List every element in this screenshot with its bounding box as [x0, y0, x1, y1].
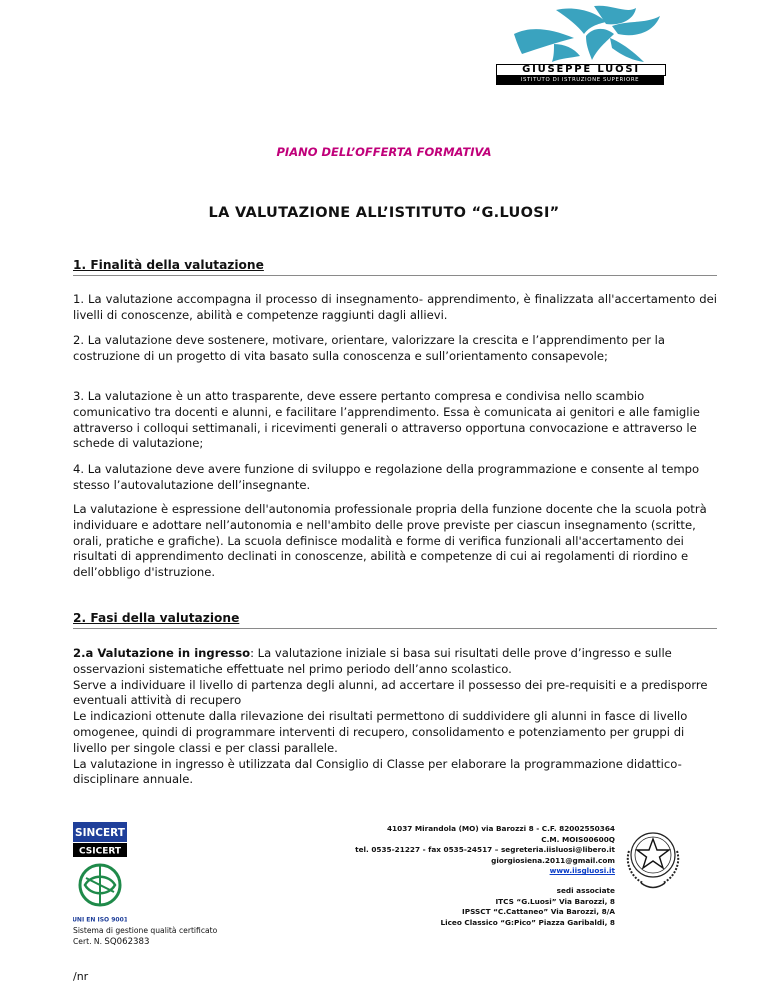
- school-code: C.M. MOIS00600Q: [541, 834, 615, 844]
- document-initials: /nr: [73, 970, 89, 983]
- page-title: LA VALUTAZIONE ALL’ISTITUTO “G.LUOSI”: [208, 205, 560, 221]
- section-2a-line-2: Serve a individuare il livello di partenza degli alunni, ad accertare il possesso dei pre-requisiti e a predisporre eventuali attività di recupero: [73, 677, 708, 708]
- phone-fax-line: tel. 0535-21227 - fax 0535-24517 – segreteria.iisluosi@libero.it: [355, 845, 615, 855]
- site-2: IPSSCT “C.Cattaneo” Via Barozzi, 8/A: [462, 907, 615, 917]
- address-line: 41037 Mirandola (MO) via Barozzi 8 - C.F. 82002550364: [386, 824, 615, 833]
- email-line: giorgiosiena.2011@gmail.com: [491, 855, 615, 865]
- site-1: ITCS “G.Luosi” Via Barozzi, 8: [495, 896, 615, 906]
- section-2a-line-4: La valutazione in ingresso è utilizzata dal Consiglio di Classe per elaborare la programmazione didattico-disciplinare annuale.: [73, 756, 682, 787]
- republic-emblem: [621, 825, 685, 891]
- certification-logo: [73, 822, 127, 924]
- section-2a-line-1: : La valutazione iniziale si basa sui risultati delle prove d’ingresso e sulle osservazioni sistematiche effettuate nel primo periodo dell’anno scolastico.: [73, 646, 672, 676]
- institute-logo: [494, 4, 664, 86]
- section-2a-text: [73, 646, 717, 788]
- cert-iso-label: UNI EN ISO 9001: [73, 916, 127, 924]
- section-1-paragraph-4: 4. La valutazione deve avere funzione di sviluppo e regolazione della programmazione e consente al tempo stesso l’autovalutazione dell’insegnante.: [73, 462, 700, 492]
- document-kicker: PIANO DELL’OFFERTA FORMATIVA: [276, 145, 492, 159]
- associated-sites-block: [440, 886, 615, 928]
- logo-name: GIUSEPPE LUOSI: [496, 64, 666, 76]
- website-link[interactable]: www.iisgluosi.it: [549, 866, 615, 876]
- sites-title: sedi associate: [556, 886, 615, 895]
- star-emblem-icon: [621, 825, 685, 891]
- section-2a-line-3: Le indicazioni ottenute dalla rilevazione dei risultati permettono di suddividere gli alunni in fasce di livello omogenee, quindi di programmare interventi di recupero, consolidamento e potenziamento per gruppi di livello per singole classi e per classi parallele.: [73, 709, 688, 755]
- certification-caption: [73, 925, 217, 948]
- section-1-heading: 1. Finalità della valutazione: [73, 258, 717, 276]
- section-1-paragraph-2: 2. La valutazione deve sostenere, motivare, orientare, valorizzare la crescita e l’apprendimento per la costruzione di un progetto di vita basato sulla conoscenza e sull’orientamento consapevole;: [73, 333, 665, 363]
- certification-badge-icon: [73, 822, 127, 924]
- section-2-heading: 2. Fasi della valutazione: [73, 611, 717, 629]
- cert-caption-text: Sistema di gestione qualità certificato: [73, 926, 218, 935]
- section-1-paragraph-1: 1. La valutazione accompagna il processo di insegnamento- apprendimento, è finalizzata all'accertamento dei livelli di conoscenze, abilità e competenze raggiunti dagli allievi.: [73, 292, 717, 322]
- logo-subtitle: ISTITUTO DI ISTRUZIONE SUPERIORE: [496, 76, 664, 85]
- logo-figure-icon: [494, 4, 664, 66]
- cert-number: SQ062383: [104, 937, 150, 947]
- section-2a-label: 2.a Valutazione in ingresso: [73, 646, 251, 660]
- cert-number-label: Cert. N.: [73, 937, 102, 946]
- address-block: [355, 824, 615, 877]
- site-3: Liceo Classico “G:Pico” Piazza Garibaldi, 8: [440, 917, 615, 927]
- cert-top-label: SINCERT: [75, 827, 125, 839]
- cert-mid-label: CSICERT: [78, 846, 122, 857]
- section-1-paragraph-5: La valutazione è espressione dell'autonomia professionale propria della funzione docente che la scuola potrà individuare e adottare nell’autonomia e nell'ambito delle prove previste per ciascun insegnamento (scritte, orali, pratiche e grafiche). La scuola definisce modalità e forme di verifica funzionali all'accertamento dei risultati di apprendimento declinati in conoscenze, abilità e competenze di cui ai regolamenti di riordino e dell’obbligo d'istruzione.: [73, 502, 707, 580]
- section-1-paragraph-3: 3. La valutazione è un atto trasparente, deve essere pertanto compresa e condivisa nello scambio comunicativo tra docenti e alunni, e facilitare l’apprendimento. Essa è comunicata ai genitori e alle famiglie attraverso i colloqui settimanali, i ricevimenti generali o attraverso opportuna convocazione e attraverso le schede di valutazione;: [73, 389, 700, 451]
